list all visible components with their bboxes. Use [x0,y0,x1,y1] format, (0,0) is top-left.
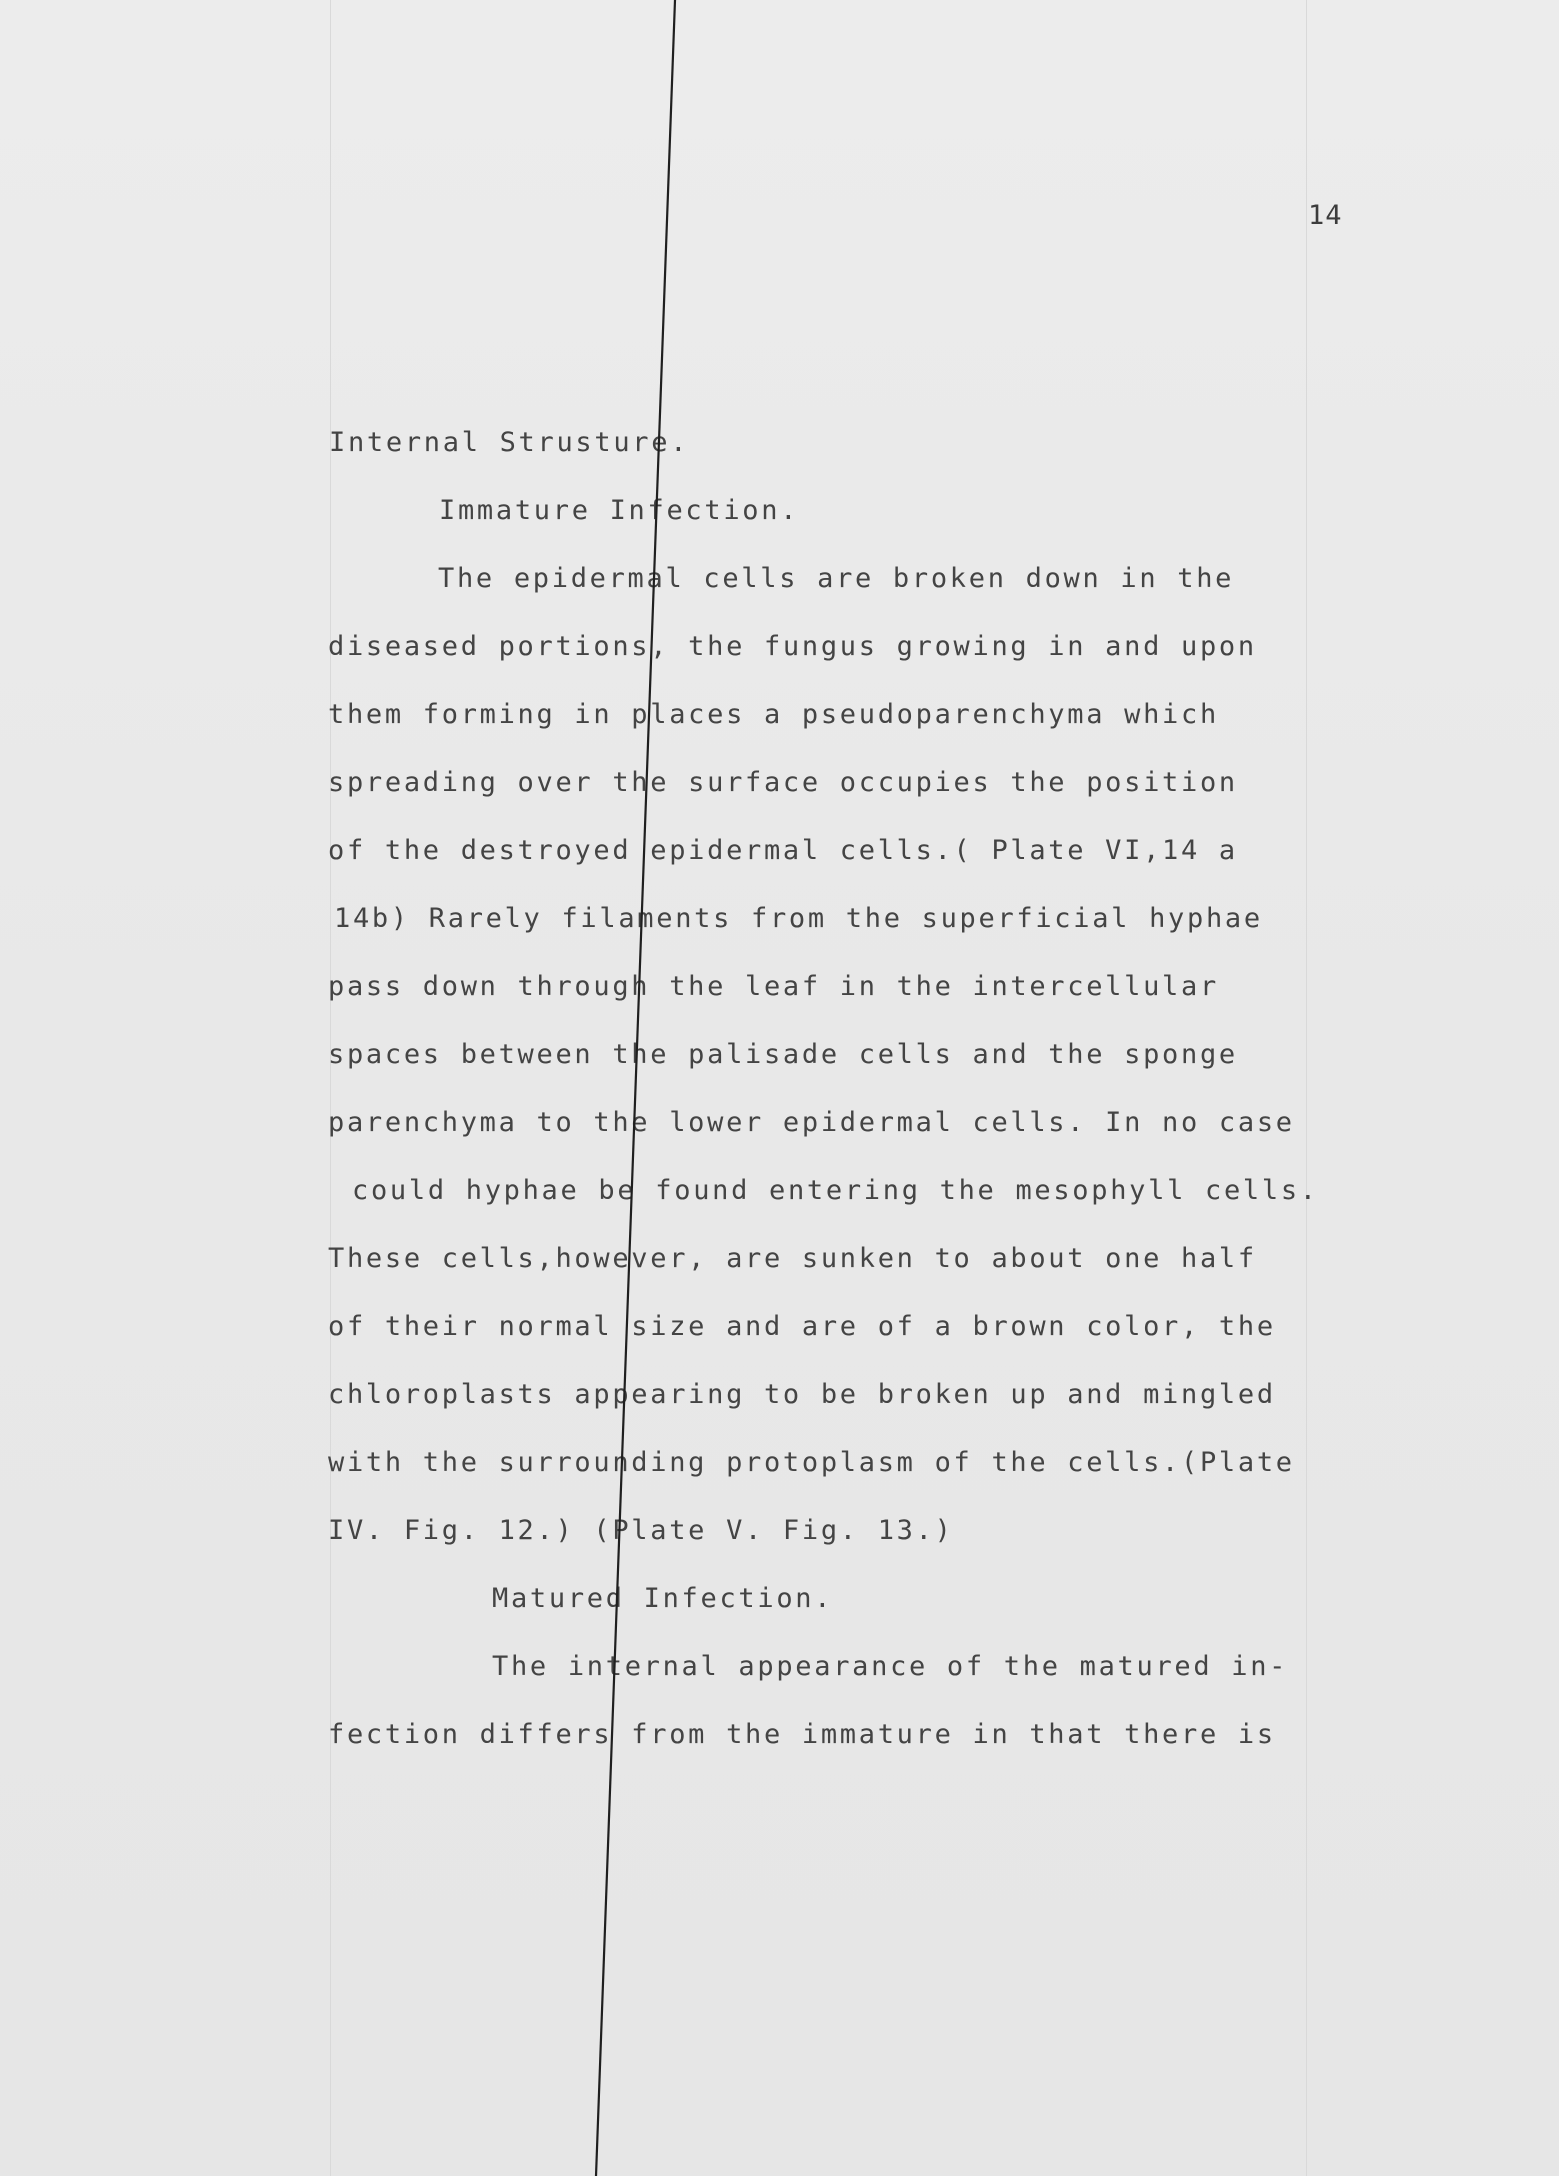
text-line: of the destroyed epidermal cells.( Plate VI,14 a [328,835,1238,866]
text-line: parenchyma to the lower epidermal cells. In no case [328,1107,1295,1138]
text-line: could hyphae be found entering the mesophyll cells. [352,1175,1319,1206]
text-line: spaces between the palisade cells and the sponge [328,1039,1238,1070]
text-line: 14b) Rarely filaments from the superficial hyphae [334,903,1263,934]
text-line: fection differs from the immature in that there is [328,1719,1276,1750]
section-heading: Internal Strusture. [329,427,690,458]
text-line: spreading over the surface occupies the position [328,767,1238,798]
subheading-matured: Matured Infection. [492,1583,834,1614]
subheading-immature: Immature Infection. [439,495,800,526]
text-line: with the surrounding protoplasm of the cells.(Plate [328,1447,1295,1478]
text-line: IV. Fig. 12.) (Plate V. Fig. 13.) [328,1515,954,1546]
text-line: The epidermal cells are broken down in the [438,563,1235,594]
text-line: pass down through the leaf in the intercellular [328,971,1219,1002]
text-line: The internal appearance of the matured in- [492,1651,1289,1682]
text-line: diseased portions, the fungus growing in and upon [328,631,1257,662]
text-line: chloroplasts appearing to be broken up and mingled [328,1379,1276,1410]
text-line: These cells,however, are sunken to about one half [328,1243,1257,1274]
page-number: 14 [1308,200,1343,231]
text-line: of their normal size and are of a brown color, the [328,1311,1276,1342]
text-line: them forming in places a pseudoparenchyma which [328,699,1219,730]
